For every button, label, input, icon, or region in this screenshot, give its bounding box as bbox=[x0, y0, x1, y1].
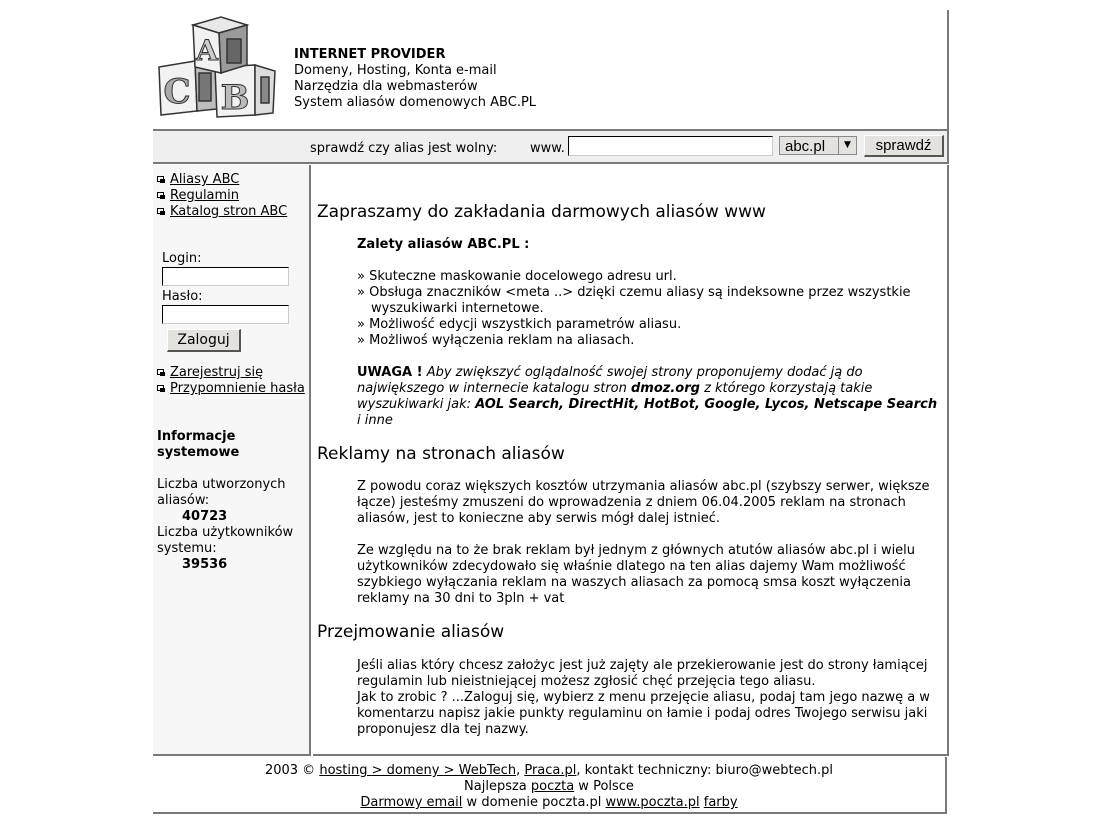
header-line: Domeny, Hosting, Konta e-mail bbox=[294, 63, 497, 78]
farby-link[interactable]: farby bbox=[703, 795, 738, 810]
footer-line-1 bbox=[153, 763, 945, 779]
praca-link[interactable]: Praca.pl bbox=[524, 763, 577, 778]
search-engines: AOL Search, DirectHit, HotBot, Google, Lycos, Netscape Search bbox=[475, 397, 938, 412]
sidebar-nav bbox=[157, 172, 287, 220]
contact-text: , kontakt techniczny: biuro@webtech.pl bbox=[576, 763, 834, 778]
system-info bbox=[157, 429, 293, 573]
sidebar-item-register bbox=[157, 365, 305, 381]
alias-check-bar bbox=[153, 131, 949, 164]
poczta-link[interactable]: poczta bbox=[530, 779, 575, 794]
header-text bbox=[294, 47, 536, 111]
system-info-title-1: Informacje bbox=[157, 429, 236, 444]
advantages-block bbox=[357, 237, 943, 349]
bullet-icon bbox=[157, 369, 165, 376]
footer-text: w Polsce bbox=[574, 779, 634, 794]
password-input[interactable] bbox=[162, 305, 289, 324]
hosting-link[interactable]: hosting > domeny > WebTech bbox=[319, 763, 517, 778]
bullet-icon bbox=[157, 192, 165, 199]
header bbox=[153, 10, 949, 131]
footer-line-3 bbox=[153, 795, 945, 811]
nav-link[interactable]: Regulamin bbox=[170, 188, 240, 203]
takeover-paragraph-2: Jak to zrobic ? ...Zaloguj się, wybierz z menu przejęcie aliasu, podaj tam jego nazwę a w komentarzu napisz jakie punkty regulaminu on łamie i podaj odres Twojego serwisu jaki proponujesz dla tej nazwy. bbox=[357, 690, 930, 737]
footer bbox=[153, 757, 947, 814]
advantage-item-cont: wyszukiwarki internetowe. bbox=[371, 301, 544, 316]
alias-check-label: sprawdź czy alias jest wolny: bbox=[310, 141, 498, 156]
aliases-count-label bbox=[157, 477, 293, 509]
header-line: Narzędzia dla webmasterów bbox=[294, 79, 478, 94]
free-email-link[interactable]: Darmowy email bbox=[360, 795, 463, 810]
advantage-item: » Skuteczne maskowanie docelowego adresu url. bbox=[357, 269, 677, 284]
register-link[interactable]: Zarejestruj się bbox=[170, 365, 264, 380]
footer-text: Najlepsza bbox=[464, 779, 531, 794]
domain-select[interactable] bbox=[779, 136, 857, 155]
login-button[interactable]: Zaloguj bbox=[167, 329, 241, 352]
login-label: Login: bbox=[162, 251, 202, 266]
sidebar-item-katalog bbox=[157, 204, 287, 220]
check-alias-button[interactable]: sprawdź bbox=[864, 135, 944, 157]
notice-text: z którego korzystają takie wyszukiwarki jak: bbox=[357, 381, 873, 412]
advantage-item: » Możliwoś wyłączenia reklam na aliasach. bbox=[357, 333, 635, 348]
notice-label: UWAGA ! bbox=[357, 365, 423, 380]
sidebar-item-regulamin bbox=[157, 188, 287, 204]
notice-text: Aby zwiększyć oglądalność swojej strony proponujemy dodać ją do największego w internecie katalogu stron bbox=[357, 365, 863, 396]
password-label: Hasło: bbox=[162, 289, 203, 304]
notice-block bbox=[357, 365, 943, 429]
domain-select-value: abc.pl bbox=[785, 138, 826, 155]
ads-paragraph-2: Ze względu na to że brak reklam był jednym z głównych atutów aliasów abc.pl i wielu użytkowników zdecydowało się właśnie dlatego na ten alias dajemy Wam możliwość szybkiego wyłączania reklam na waszych aliasach za pomocą smsa koszt wyłączenia reklamy na 30 dni to 3pln + vat bbox=[357, 543, 916, 606]
sidebar bbox=[153, 165, 311, 756]
login-form bbox=[162, 251, 289, 327]
sidebar-item-password-reminder bbox=[157, 381, 305, 397]
aliases-label-1: Liczba utworzonych bbox=[157, 477, 286, 492]
aliases-count: 40723 bbox=[182, 509, 228, 524]
bullet-icon bbox=[157, 208, 165, 215]
site-title: INTERNET PROVIDER bbox=[294, 47, 446, 62]
section-title-takeover: Przejmowanie aliasów bbox=[317, 622, 505, 642]
password-reminder-link[interactable]: Przypomnienie hasła bbox=[170, 381, 305, 396]
login-input[interactable] bbox=[162, 267, 289, 286]
system-info-title-2: systemowe bbox=[157, 445, 240, 460]
system-info-title bbox=[157, 429, 293, 461]
footer-text: w domenie poczta.pl bbox=[462, 795, 606, 810]
nav-link[interactable]: Aliasy ABC bbox=[170, 172, 240, 187]
copyright-year: 2003 © bbox=[264, 763, 320, 778]
nav-link[interactable]: Katalog stron ABC bbox=[170, 204, 288, 219]
advantages-title: Zalety aliasów ABC.PL : bbox=[357, 237, 530, 252]
footer-line-2 bbox=[153, 779, 945, 795]
users-label-1: Liczba użytkowników bbox=[157, 525, 294, 540]
alias-input[interactable] bbox=[568, 136, 773, 156]
dropdown-arrow-icon[interactable]: ▼ bbox=[838, 137, 856, 154]
logo-letter-a: A bbox=[196, 34, 218, 67]
section-title-aliases: Zapraszamy do zakładania darmowych aliasów www bbox=[317, 202, 766, 222]
section-title-ads: Reklamy na stronach aliasów bbox=[317, 444, 565, 464]
dmoz-name: dmoz.org bbox=[631, 381, 700, 396]
advantage-item: » Obsługa znaczników <meta ..> dzięki czemu aliasy są indeksowne przez wszystkie bbox=[357, 285, 911, 300]
users-count-label bbox=[157, 525, 293, 557]
bullet-icon bbox=[157, 385, 165, 392]
www-prefix: www. bbox=[530, 141, 565, 156]
account-links bbox=[157, 365, 305, 397]
takeover-paragraph-1: Jeśli alias który chcesz założyc jest już zajęty ale przekierowanie jest do strony łamiącej regulamin lub nieistniejącej możesz zgłosić chęć przejęcia tego aliasu. bbox=[357, 658, 928, 689]
users-count: 39536 bbox=[182, 557, 228, 572]
www-poczta-link[interactable]: www.poczta.pl bbox=[605, 795, 700, 810]
notice-text: i inne bbox=[357, 413, 393, 428]
sidebar-item-aliasy bbox=[157, 172, 287, 188]
users-label-2: systemu: bbox=[157, 541, 217, 556]
logo-letter-b: B bbox=[220, 78, 250, 118]
logo-letter-c: C bbox=[163, 72, 191, 112]
bullet-icon bbox=[157, 176, 165, 183]
separator: , bbox=[516, 763, 525, 778]
aliases-label-2: aliasów: bbox=[157, 493, 210, 508]
header-line: System aliasów domenowych ABC.PL bbox=[294, 95, 537, 110]
main-content bbox=[313, 165, 949, 756]
abc-blocks-logo bbox=[155, 15, 279, 119]
advantage-item: » Możliwość edycji wszystkich parametrów aliasu. bbox=[357, 317, 682, 332]
ads-paragraph-1: Z powodu coraz większych kosztów utrzymania aliasów abc.pl (szybszy serwer, większe łącze) jesteśmy zmuszeni do wprowadzenia z dniem 06.04.2005 reklam na stronach aliasów, jest to konieczne aby serwis mógł dalej istnieć. bbox=[357, 479, 930, 526]
